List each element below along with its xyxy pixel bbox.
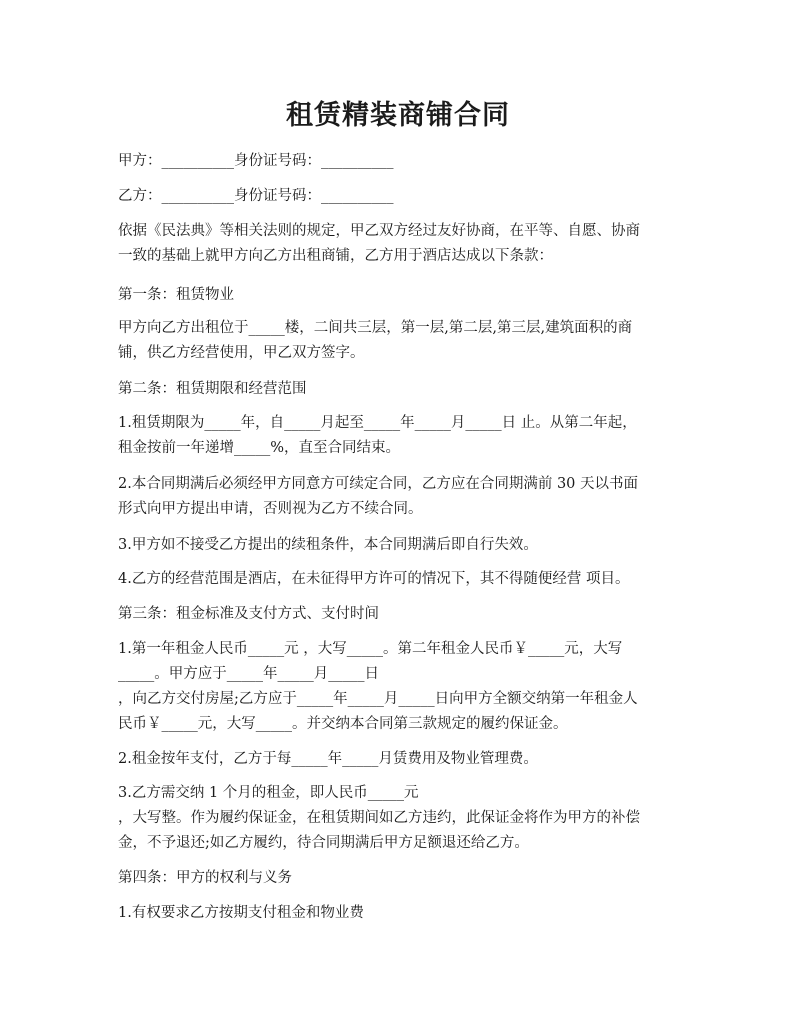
article-2-item-3: 3.甲方如不接受乙方提出的续租条件，本合同期满后即自行失效。 — [118, 537, 538, 553]
article-2-heading: 第二条：租赁期限和经营范围 — [118, 381, 307, 397]
article-4-item-1: 1.有权要求乙方按期支付租金和物业费 — [118, 905, 364, 921]
intro-paragraph: 依据《民法典》等相关法则的规定，甲乙双方经过友好协商，在平等、自愿、协商 一致的基础上就甲方向乙方出租商铺，乙方用于酒店达成以下条款： — [118, 223, 640, 264]
article-3-heading: 第三条：租金标准及支付方式、支付时间 — [118, 606, 379, 622]
article-3-item-3: 3.乙方需交纳 1 个月的租金，即人民币_____元 ，大写整。作为履约保证金，在租赁期间如乙方违约，此保证金将作为甲方的补偿 金，不予退还;如乙方履约，待合同期满后甲方足额退还给乙方。 — [118, 785, 640, 851]
article-2-item-2: 2.本合同期满后必须经甲方同意方可续定合同，乙方应在合同期满前 30 天以书面 形式向甲方提出申请，否则视为乙方不续合同。 — [118, 476, 639, 517]
article-2-item-1: 1.租赁期限为_____年，自_____月起至_____年_____月_____日 止。从第二年起， 租金按前一年递增_____%，直至合同结束。 — [118, 415, 637, 456]
article-4-heading: 第四条：甲方的权利与义务 — [118, 870, 292, 886]
article-1-body: 甲方向乙方出租位于_____楼，二间共三层，第一层,第二层,第三层,建筑面积的商 铺，供乙方经营使用，甲乙双方签字。 — [118, 320, 633, 361]
party-a-line: 甲方：__________身份证号码：__________ — [118, 153, 394, 169]
article-2-item-4: 4.乙方的经营范围是酒店，在未征得甲方许可的情况下，其不得随便经营 项目。 — [118, 571, 630, 587]
party-b-line: 乙方：__________身份证号码：__________ — [118, 188, 394, 204]
article-1-heading: 第一条：租赁物业 — [118, 287, 234, 303]
document-title: 租赁精装商铺合同 — [286, 100, 510, 131]
article-3-item-1: 1.第一年租金人民币_____元 ，大写_____。第二年租金人民币￥_____元，大写 _____。甲方应于_____年_____月_____日 ，向乙方交付房屋;乙方应于_____年_____月_____日向甲方全额交纳第一年租金人 民币￥_____元，大写_____。并交纳本合同第三款规定的履约保证金。 — [118, 641, 638, 732]
article-3-item-2: 2.租金按年支付，乙方于每_____年_____月赁费用及物业管理费。 — [118, 751, 538, 767]
